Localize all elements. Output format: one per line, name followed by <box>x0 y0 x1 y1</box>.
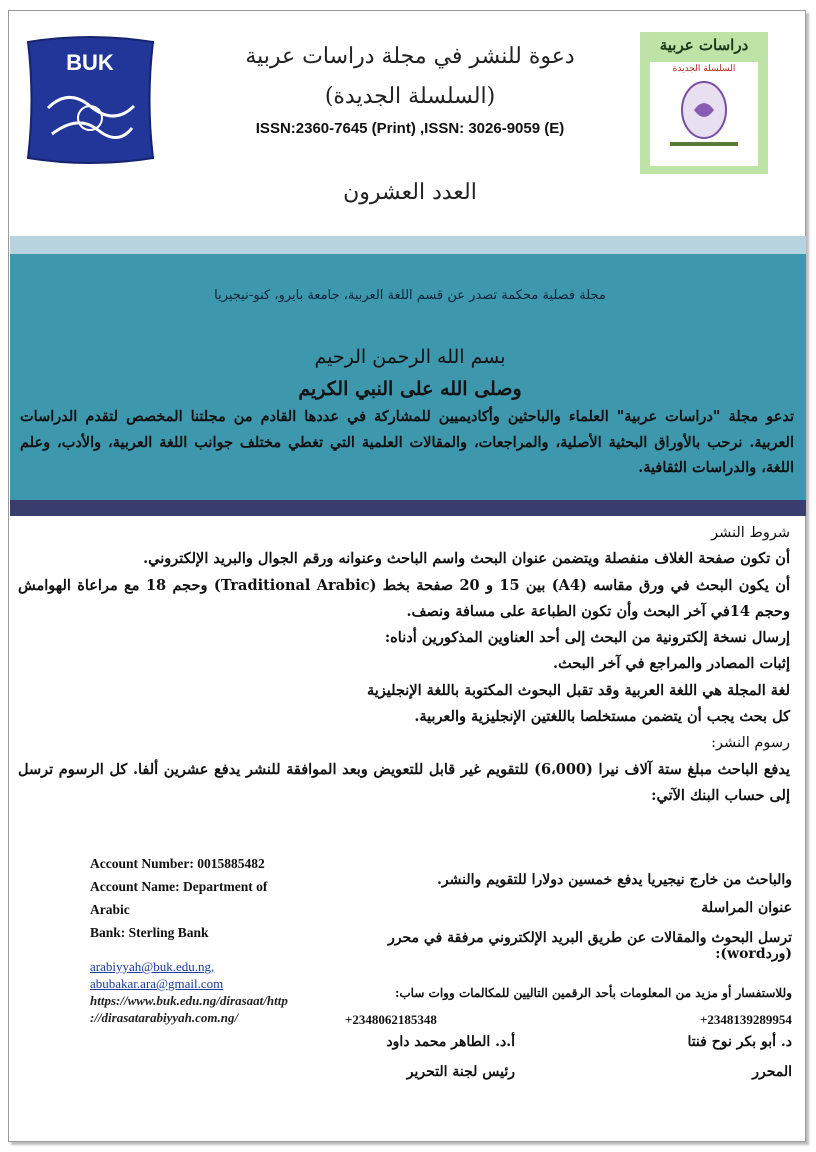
chair-role: رئيس لجنة التحرير <box>406 1064 515 1080</box>
condition-item: لغة المجلة هي اللغة العربية وقد تقبل البحوث المكتوبة باللغة الإنجليزية <box>366 681 790 699</box>
series-title: (السلسلة الجديدة) <box>324 84 496 109</box>
chair-name: أ.د. الطاهر محمد داود <box>386 1034 515 1050</box>
submission-note: ترسل البحوث والمقالات عن طريق البريد الإلكتروني مرفقة في محرر (وردword): <box>387 930 792 962</box>
address-heading: عنوان المراسلة <box>701 900 792 916</box>
contact-links <box>90 958 340 1026</box>
fees-text: يدفع الباحث مبلغ ستة آلاف نيرا (6،000) للتقويم غير قابل للتعويض وبعد الموافقة للنشر يدفع عشرين ألفا. كل الرسوم ترسل إلى حساب البنك الآتي: <box>18 760 790 804</box>
basmala: بسم الله الرحمن الرحيم <box>314 346 506 368</box>
phone-number: +2348139289954 <box>700 1012 792 1027</box>
account-number: Account Number: 0015885482 <box>90 856 265 871</box>
condition-item: إثبات المصادر والمراجع في آخر البحث. <box>552 655 790 673</box>
bank-details <box>90 852 320 944</box>
account-name: Account Name: Department of <box>90 879 268 894</box>
issue-title: العدد العشرون <box>343 180 477 205</box>
condition-item: كل بحث يجب أن يتضمن مستخلصا باللغتين الإنجليزية والعربية. <box>414 708 790 726</box>
invitation-text: تدعو مجلة "دراسات عربية" العلماء والباحثين وأكاديميين للمشاركة في عددها القادم من مجلتنا المخصص لتقدم الدراسات العربية. نرحب بالأوراق البحثية الأصلية، والمراجعات، والمقالات العلمية التي تغطي مختلف جوانب اللغة العربية، والأدب، وعلم اللغة، والدراسات الثقافية. <box>20 408 794 476</box>
publishing-conditions <box>18 520 790 809</box>
journal-logo <box>640 32 768 174</box>
salla-line: وصلى الله على النبي الكريم <box>298 378 522 400</box>
phone-number: +2348062185348 <box>345 1012 437 1027</box>
band-top-stripe <box>10 236 806 254</box>
journal-logo-subtitle: السلسلة الجديدة <box>672 64 736 74</box>
foreign-fees: والباحث من خارج نيجيريا يدفع خمسين دولارا للتقويم والنشر. <box>437 872 792 888</box>
fees-heading: رسوم النشر: <box>711 735 790 752</box>
inquiry-note: وللاستفسار أو مزيد من المعلومات بأحد الرقمين التاليين للمكالمات ووات ساب: <box>394 986 792 1000</box>
condition-item: أن يكون البحث في ورق مقاسه (A4) بين 15 و 20 صفحة بخط (Traditional Arabic) وحجم 18 مع مراعاة الهوامش وحجم 14في آخر البحث وأن تكون الطباعة على مسافة ونصف. <box>18 576 790 620</box>
band-bottom-stripe <box>10 500 806 516</box>
account-name-cont: Arabic <box>90 902 130 917</box>
condition-item: إرسال نسخة إلكترونية من البحث إلى أحد العناوين المذكورين أدناه: <box>384 629 790 647</box>
page-title: دعوة للنشر في مجلة دراسات عربية <box>245 44 575 69</box>
editor-name: د. أبو بكر نوح فنتا <box>687 1034 792 1050</box>
buk-logo-text: BUK <box>66 50 114 75</box>
issn-line: ISSN:2360-7645 (Print) ,ISSN: 3026-9059 (E) <box>255 120 565 137</box>
journal-emblem <box>650 74 758 154</box>
bank-name: Bank: Sterling Bank <box>90 925 209 940</box>
journal-logo-panel <box>650 62 758 166</box>
buk-logo <box>18 30 163 170</box>
website-link-cont[interactable]: ://dirasatarabiyyah.com.ng/ <box>90 1010 239 1025</box>
email-link[interactable]: abubakar.ara@gmail.com <box>90 976 224 991</box>
journal-subtitle: مجلة فصلية محكمة تصدر عن قسم اللغة العربية، جامعة بايرو، كنو-نيجيريا <box>214 288 606 303</box>
journal-logo-title: دراسات عربية <box>659 36 749 54</box>
website-link[interactable]: https://www.buk.edu.ng/dirasaat/http <box>90 993 288 1008</box>
email-link[interactable]: arabiyyah@buk.edu.ng, <box>90 959 215 974</box>
conditions-heading: شروط النشر <box>711 525 790 541</box>
editor-role: المحرر <box>752 1064 792 1080</box>
condition-item: أن تكون صفحة الغلاف منفصلة ويتضمن عنوان البحث واسم الباحث وعنوانه ورقم الجوال والبريد الإلكتروني. <box>143 550 790 568</box>
